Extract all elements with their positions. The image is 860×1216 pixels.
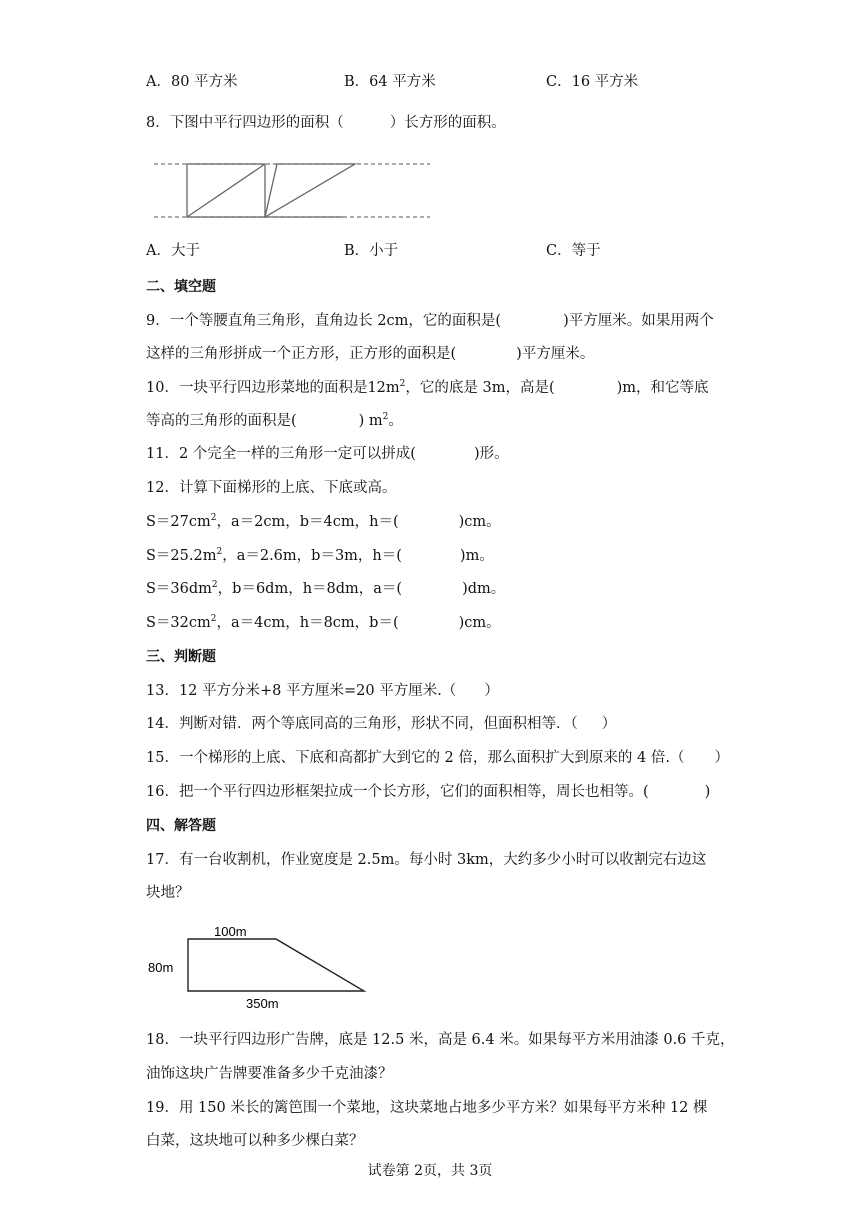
q10-line1: [146, 378, 709, 398]
q16: 16．把一个平行四边形框架拉成一个长方形，它们的面积相等，周长也相等。( ): [146, 784, 711, 800]
section-heading-judge: 三、判断题: [146, 649, 216, 665]
rectangle-diagonal: [187, 164, 265, 217]
trapezoid-top-label: 100m: [214, 924, 247, 939]
q7-option-c: C．16 平方米: [546, 74, 639, 90]
q7-option-a: A．80 平方米: [146, 74, 238, 90]
q17-line1: 17．有一台收割机，作业宽度是 2.5m。每小时 3km，大约多少小时可以收割完右边这: [146, 852, 707, 868]
q9-line2: [146, 344, 594, 364]
q8-stem-part: ）长方形的面积。: [389, 115, 506, 131]
q10-text: ，它的底是 3m，高是(: [405, 380, 555, 396]
q10-text: 等高的三角形的面积是(: [146, 413, 297, 429]
trapezoid-shape: [188, 939, 364, 991]
q9-line1: [146, 311, 714, 331]
q9-text: 这样的三角形拼成一个正方形，正方形的面积是(: [146, 346, 457, 362]
q12-row-3: $S=36dm^2$，b＝6dm，h＝8dm，a＝( )dm。: [146, 580, 506, 597]
q9-text: 9．一个等腰直角三角形，直角边长 2cm，它的面积是(: [146, 313, 502, 329]
trapezoid-height-label: 80m: [148, 960, 174, 975]
q8-option-c: C．等于: [546, 243, 601, 259]
q10-area: $12m^2$: [367, 379, 406, 396]
q8-stem: [146, 113, 506, 133]
q10-text: ) m: [358, 413, 383, 429]
q13: 13．12 平方分米+8 平方厘米=20 平方厘米.（ ）: [146, 683, 499, 699]
q12-row-2: $S=25.2m^2$，a＝2.6m，b＝3m，h＝( )m。: [146, 547, 494, 564]
q9-text: )平方厘米。如果用两个: [563, 313, 714, 329]
q11-text: )形。: [473, 446, 509, 462]
q17-line2: 块地？: [146, 885, 190, 901]
q19-line2: 白菜，这块地可以种多少棵白菜？: [146, 1133, 364, 1149]
q10-text: )m，和它等底: [616, 380, 709, 396]
q19-line1: 19．用 150 米长的篱笆围一个菜地，这块菜地占地多少平方米？如果每平方米种 12 棵: [146, 1100, 708, 1116]
q11-text: 11．2 个完全一样的三角形一定可以拼成(: [146, 446, 416, 462]
q10-text: 。: [388, 413, 403, 429]
q12-stem: 12．计算下面梯形的上底、下底或高。: [146, 480, 397, 496]
q12-row-1: $S=27cm^2$，a＝2cm，b＝4cm，h＝( )cm。: [146, 513, 501, 530]
q9-text: )平方厘米。: [516, 346, 595, 362]
q8-option-a: A．大于: [146, 243, 200, 259]
section-heading-fill: 二、填空题: [146, 279, 216, 295]
q7-option-b: B．64 平方米: [344, 74, 436, 90]
q8-figure: [150, 158, 435, 224]
q11: [146, 444, 509, 464]
q10-line2: 等高的三角形的面积是( ) $m^2$。: [146, 412, 403, 429]
parallelogram-shape: [265, 164, 355, 217]
page-footer: 试卷第 2页，共 3页: [367, 1163, 493, 1179]
q18-line2: 油饰这块广告牌要准备多少千克油漆？: [146, 1066, 393, 1082]
q12-row-4: $S=32cm^2$，a＝4cm，h＝8cm，b＝( )cm。: [146, 614, 501, 631]
q8-option-b: B．小于: [344, 243, 399, 259]
q14: 14．判断对错．两个等底同高的三角形，形状不同，但面积相等．（ ）: [146, 716, 617, 732]
trapezoid-bottom-label: 350m: [246, 996, 279, 1011]
q8-stem-part: 8．下图中平行四边形的面积（: [146, 115, 344, 131]
section-heading-solve: 四、解答题: [146, 818, 216, 834]
q15: 15．一个梯形的上底、下底和高都扩大到它的 2 倍，那么面积扩大到原来的 4 倍.（ ）: [146, 750, 729, 766]
q17-trapezoid-figure: [146, 920, 376, 1010]
q10-text: 10．一块平行四边形菜地的面积是: [146, 380, 368, 396]
q18-line1: 18．一块平行四边形广告牌，底是 12.5 米，高是 6.4 米。如果每平方米用油漆 0.6 千克，: [146, 1032, 735, 1048]
